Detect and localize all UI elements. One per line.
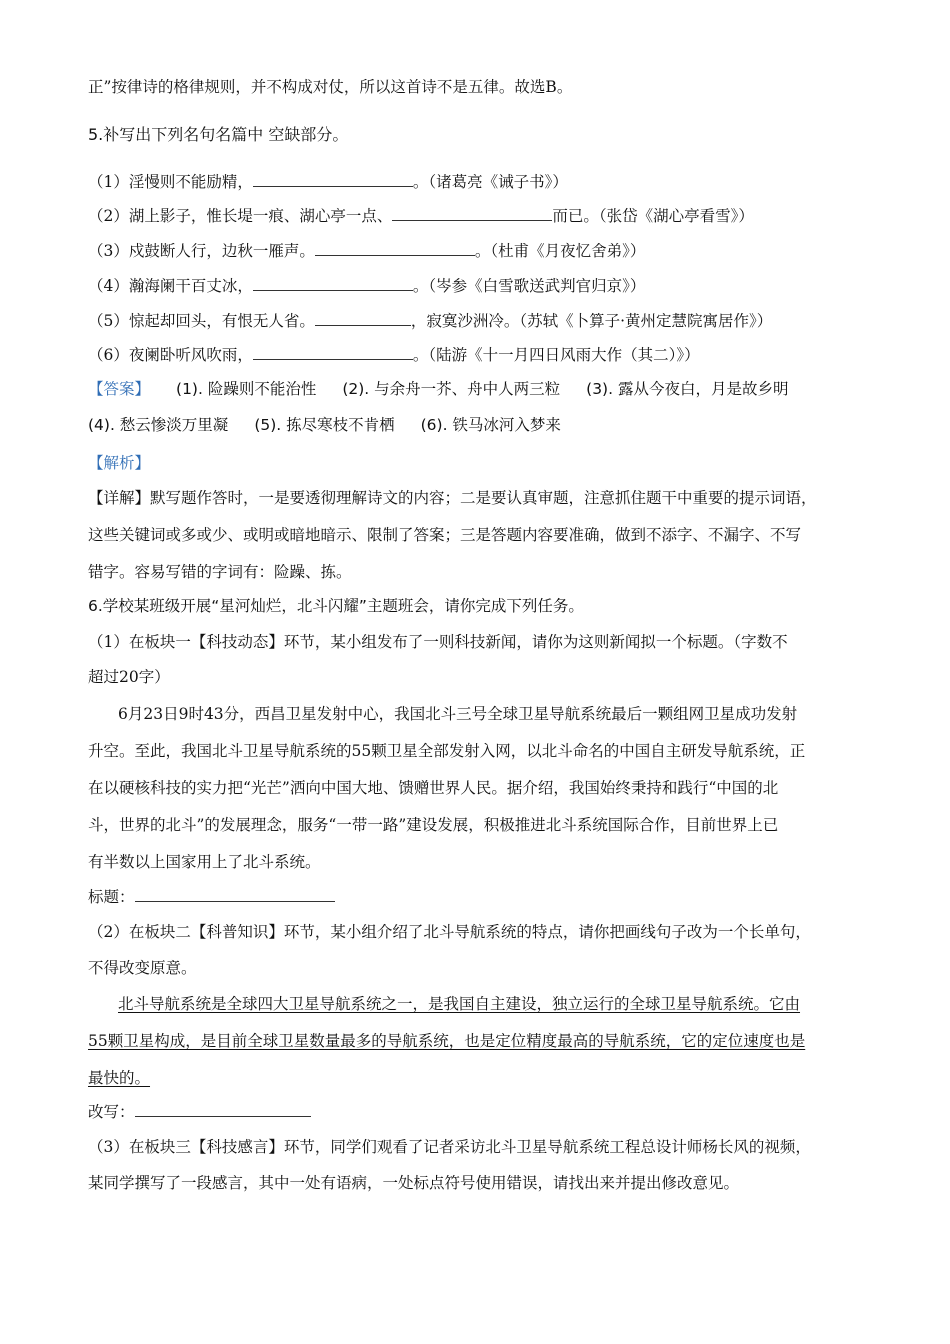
news-line: 6月23日9时43分，西昌卫星发射中心，我国北斗三号全球卫星导航系统最后一颗组网卫星成功发射 <box>118 705 798 723</box>
analysis-tag: 【解析】 <box>88 454 151 472</box>
analysis-line: 错字。容易写错的字词有：险躁、拣。 <box>88 563 352 581</box>
q5-item-4: （4）瀚海阑干百丈冰， 。（岑参《白雪歌送武判官归京》） <box>88 277 646 295</box>
analysis-line: 【详解】默写题作答时，一是要透彻理解诗文的内容；二是要认真审题，注意抓住题干中重要的提示词语， <box>88 489 817 507</box>
task2-line: （2）在板块二【科普知识】环节，某小组介绍了北斗导航系统的特点，请你把画线句子改为一个长单句， <box>88 923 811 941</box>
analysis-line: 这些关键词或多或少、或明或暗地暗示、限制了答案；三是答题内容要准确，做到不添字、不漏字、不写 <box>88 526 802 544</box>
rewrite-answer: 改写： <box>88 1101 311 1123</box>
fill-blank[interactable] <box>253 276 413 291</box>
title-blank[interactable] <box>135 887 335 902</box>
answer-line-2: (4). 愁云惨淡万里凝 (5). 拣尽寒枝不肯栖 (6). 铁马冰河入梦来 <box>88 416 561 434</box>
q5-item-3: （3）戍鼓断人行，边秋一雁声。 。（杜甫《月夜忆舍弟》） <box>88 242 646 260</box>
q5-heading: 5.补写出下列名句名篇中 空缺部分。 <box>88 125 349 144</box>
news-line: 升空。至此，我国北斗卫星导航系统的55颗卫星全部发射入网，以北斗命名的中国自主研发导航系统，正 <box>88 742 806 760</box>
fill-blank[interactable] <box>315 241 475 256</box>
fill-blank[interactable] <box>315 311 411 326</box>
q5-item-1: （1）淫慢则不能励精， 。（诸葛亮《诫子书》） <box>88 173 568 191</box>
news-line: 有半数以上国家用上了北斗系统。 <box>88 853 321 871</box>
answer-line-1: 【答案】 (1). 险躁则不能治性 (2). 与余舟一芥、舟中人两三粒 (3). 露从今夜白，月是故乡明 <box>88 380 789 398</box>
q6-heading: 6.学校某班级开展“星河灿烂，北斗闪耀”主题班会，请你完成下列任务。 <box>88 597 584 615</box>
answer-tag: 【答案】 <box>88 380 151 398</box>
news-line: 斗，世界的北斗”的发展理念，服务“一带一路”建设发展，积极推进北斗系统国际合作，目前世界上已 <box>88 816 779 834</box>
rewrite-blank[interactable] <box>135 1102 311 1117</box>
q5-item-6: （6）夜阑卧听风吹雨， 。（陆游《十一月四日风雨大作（其二）》） <box>88 346 700 364</box>
fill-blank[interactable] <box>253 345 413 360</box>
title-answer: 标题： <box>88 886 335 908</box>
fill-blank[interactable] <box>392 206 552 221</box>
task1-line: （1）在板块一【科技动态】环节，某小组发布了一则科技新闻，请你为这则新闻拟一个标题。（字数不 <box>88 633 788 651</box>
underlined-sentence: 最快的。 <box>88 1069 151 1087</box>
task3-line: 某同学撰写了一段感言，其中一处有语病，一处标点符号使用错误，请找出来并提出修改意见。 <box>88 1174 740 1192</box>
news-line: 在以硬核科技的实力把“光芒”洒向中国大地、馈赠世界人民。据介绍，我国始终秉持和践行“中国的北 <box>88 779 779 797</box>
task2-line: 不得改变原意。 <box>88 959 197 977</box>
task1-line: 超过20字） <box>88 668 170 686</box>
intro-line: 正”按律诗的格律规则，并不构成对仗，所以这首诗不是五律。故选B。 <box>88 78 573 96</box>
underlined-sentence: 北斗导航系统是全球四大卫星导航系统之一，是我国自主建设，独立运行的全球卫星导航系统。它由 <box>118 995 801 1013</box>
fill-blank[interactable] <box>253 172 413 187</box>
task3-line: （3）在板块三【科技感言】环节，同学们观看了记者采访北斗卫星导航系统工程总设计师杨长风的视频， <box>88 1138 811 1156</box>
q5-item-2: （2）湖上影子，惟长堤一痕、湖心亭一点、 而已。（张岱《湖心亭看雪》） <box>88 207 754 225</box>
q5-item-5: （5）惊起却回头，有恨无人省。 ，寂寞沙洲冷。（苏轼《卜算子·黄州定慧院寓居作》） <box>88 312 773 330</box>
underlined-sentence: 55颗卫星构成，是目前全球卫星数量最多的导航系统，也是定位精度最高的导航系统，它的定位速度也是 <box>88 1032 806 1050</box>
